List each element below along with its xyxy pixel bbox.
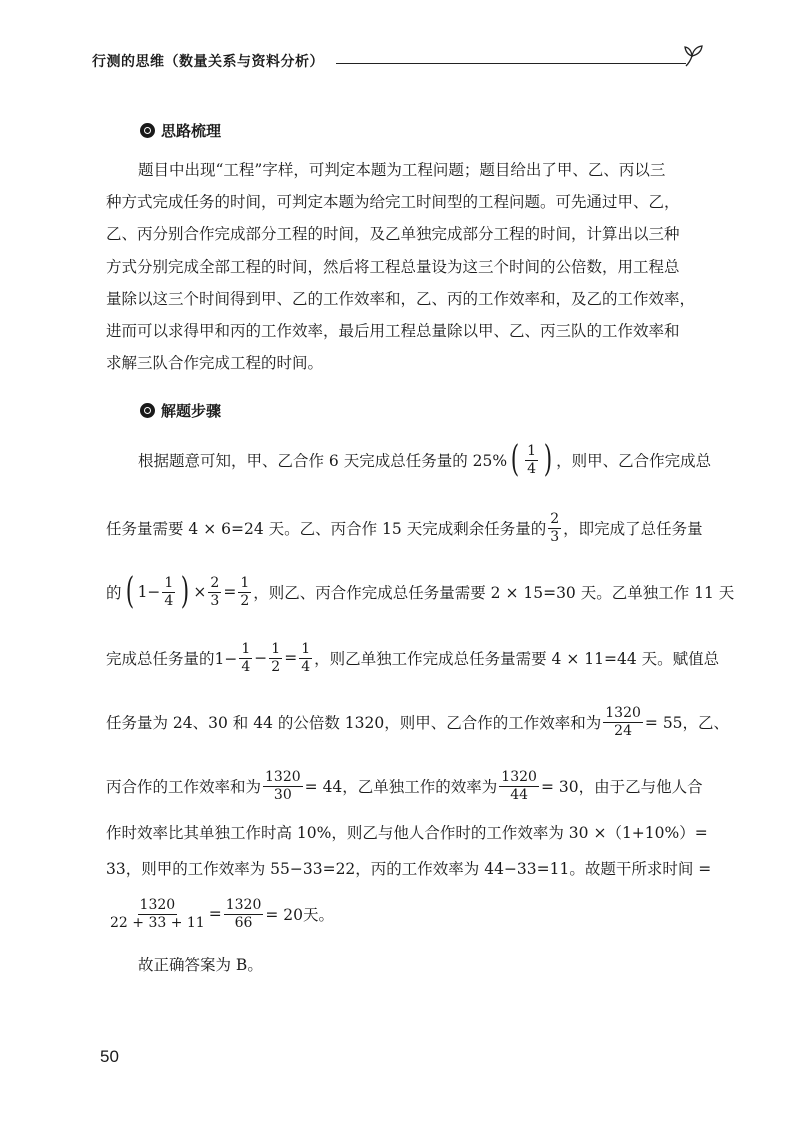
solution-line-5 (106, 702, 729, 742)
text-line: 乙、丙分别合作完成部分工程的时间，及乙单独完成部分工程的时间，计算出以三种 (106, 225, 680, 244)
solution-line-9 (106, 892, 334, 936)
fraction: $\frac{1320}{30}$ (265, 768, 301, 803)
text-run: = 44，乙单独工作的效率为 (304, 778, 498, 796)
text-run: = (223, 583, 237, 601)
header-title: 行测的思维（数量关系与资料分析） (92, 54, 324, 70)
solution-line-3 (106, 572, 734, 612)
fraction: $\frac{1}{4}$ (164, 574, 174, 609)
fraction: $\frac{1}{4}$ (301, 640, 311, 675)
fraction: $\frac{1}{2}$ (240, 574, 250, 609)
fraction: $\frac{1}{2}$ (271, 640, 281, 675)
right-paren: ) (181, 571, 190, 612)
solution-line-2 (106, 508, 703, 548)
section-title: 解题步骤 (161, 402, 222, 420)
text-line: 量除以这三个时间得到甲、乙的工作效率和，乙、丙的工作效率和，及乙的工作效率， (106, 289, 696, 308)
page-number: 50 (100, 1047, 119, 1066)
text-run: × (193, 583, 207, 601)
text-run: 丙合作的工作效率和为 (106, 778, 262, 796)
sprout-icon (682, 42, 706, 68)
section-title: 思路梳理 (161, 122, 222, 140)
fraction: $\frac{1}{4}$ (527, 442, 537, 477)
text-run: − (254, 649, 268, 667)
text-line: 求解三队合作完成工程的时间。 (106, 354, 324, 373)
running-header (92, 50, 702, 74)
solution-line-7: 作时效率比其单独工作时高 10%，则乙与他人合作时的工作效率为 30 ×（1+10%）= (106, 824, 708, 842)
fraction: $\frac{1320}{22 + 33 + 11}$ (110, 896, 205, 931)
solution-line-4 (106, 638, 719, 678)
fraction: $\frac{1320}{66}$ (225, 896, 262, 931)
text-line: 方式分别完成全部工程的时间，然后将工程总量设为这三个时间的公倍数，用工程总 (106, 257, 680, 276)
text-run: = 30，由于乙与他人合 (540, 778, 703, 796)
section-heading-solution (140, 400, 221, 420)
text-run: ，即完成了总任务量 (563, 520, 703, 538)
text-line: 题目中出现“工程”字样，可判定本题为工程问题；题目给出了甲、乙、丙以三 (138, 161, 666, 179)
text-run: = 55，乙、 (644, 714, 730, 732)
fraction: $\frac{2}{3}$ (210, 574, 220, 609)
section-bullet-icon (140, 403, 155, 418)
fraction: $\frac{1320}{44}$ (501, 768, 537, 803)
header-rule (336, 63, 686, 64)
text-line: 种方式完成任务的时间，可判定本题为给完工时间型的工程问题。可先通过甲、乙， (106, 193, 680, 212)
fraction: $\frac{1320}{24}$ (605, 704, 641, 739)
fraction: $\frac{2}{3}$ (550, 510, 560, 545)
text-run: 的 (106, 584, 122, 602)
text-run: = 20天。 (265, 906, 334, 924)
left-paren: ( (125, 571, 134, 612)
text-run: = (208, 905, 222, 923)
analysis-paragraph (106, 154, 698, 379)
text-line: 进而可以求得甲和丙的工作效率，最后用工程总量除以甲、乙、丙三队的工作效率和 (106, 322, 680, 341)
text-run: ，则甲、乙合作完成总 (556, 452, 712, 470)
text-run: = (284, 649, 298, 667)
solution-line-6 (106, 766, 703, 806)
left-paren: ( (510, 439, 520, 480)
text-run: ，则乙、丙合作完成总任务量需要 2 × 15=30 天。乙单独工作 11 天 (253, 584, 735, 602)
text-run: 任务量为 24、30 和 44 的公倍数 1320，则甲、乙合作的工作效率和为 (106, 714, 602, 732)
section-heading-analysis (140, 120, 221, 140)
section-bullet-icon (140, 123, 155, 138)
text-run: 任务量需要 4 × 6=24 天。乙、丙合作 15 天完成剩余任务量的 (106, 520, 547, 538)
solution-line-1 (138, 440, 711, 480)
right-paren: ) (543, 439, 553, 480)
solution-answer: 故正确答案为 B。 (138, 956, 263, 974)
solution-line-8: 33，则甲的工作效率为 55−33=22，丙的工作效率为 44−33=11。故题干所求时间 = (106, 860, 712, 878)
text-run: ，则乙单独工作完成总任务量需要 4 × 11=44 天。赋值总 (314, 650, 720, 668)
text-run: 完成总任务量的1− (106, 650, 238, 668)
text-run: 1− (137, 583, 161, 601)
text-run: 根据题意可知，甲、乙合作 6 天完成总任务量的 25% (138, 452, 508, 470)
fraction: $\frac{1}{4}$ (241, 640, 251, 675)
